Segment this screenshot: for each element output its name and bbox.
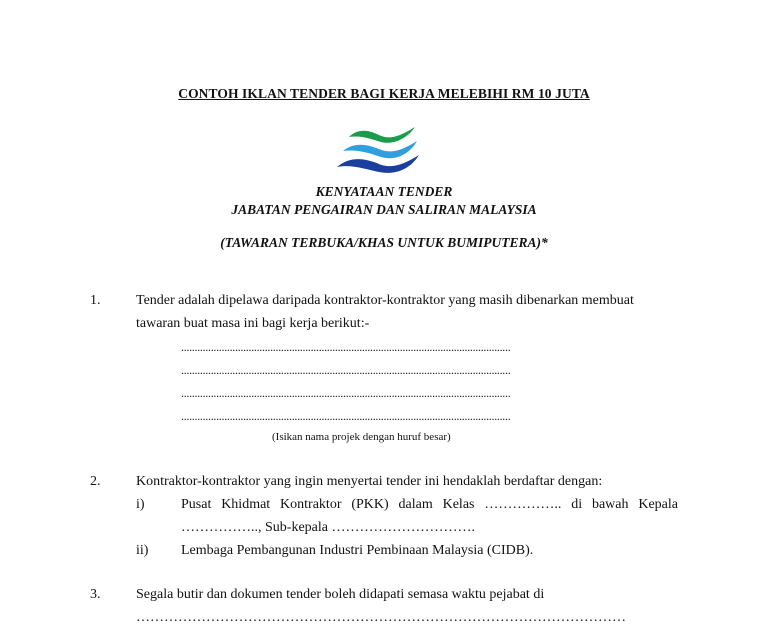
- project-name-blank-3: ..........................................................................................................................: [181, 386, 511, 400]
- section-1-line-1: Tender adalah dipelawa daripada kontraktor-kontraktor yang masih dibenarkan membuat: [136, 293, 634, 308]
- project-name-blank-1: ..........................................................................................................................: [181, 340, 511, 354]
- section-2-item-1-line-1: Pusat Khidmat Kontraktor (PKK) dalam Kelas …………….. di bawah Kepala: [181, 497, 678, 512]
- logo-wave-green: [349, 127, 415, 143]
- section-2-item-2-text: Lembaga Pembangunan Industri Pembinaan Malaysia (CIDB).: [181, 543, 534, 558]
- project-name-blank-2: ..........................................................................................................................: [181, 363, 511, 377]
- section-2-item-1-line-2: …………….., Sub-kepala ………………………….: [181, 520, 475, 535]
- section-2-item-2-label: ii): [136, 543, 149, 558]
- logo-wave-light-blue: [343, 141, 417, 158]
- page-title: CONTOH IKLAN TENDER BAGI KERJA MELEBIHI RM 10 JUTA: [178, 86, 590, 101]
- section-2-item-1-label: i): [136, 497, 145, 512]
- section-3-number: 3.: [90, 587, 101, 602]
- logo-wave-dark-blue: [337, 155, 419, 173]
- section-1-number: 1.: [90, 293, 101, 308]
- project-name-caption: (Isikan nama projek dengan huruf besar): [272, 431, 451, 443]
- section-3-address-blank: ……………………………………………………………………………………………: [136, 610, 626, 625]
- project-name-blank-4: ..........................................................................................................................: [181, 409, 511, 423]
- section-2-intro: Kontraktor-kontraktor yang ingin menyertai tender ini hendaklah berdaftar dengan:: [136, 474, 603, 489]
- section-2-number: 2.: [90, 474, 101, 489]
- tender-type: (TAWARAN TERBUKA/KHAS UNTUK BUMIPUTERA)*: [220, 235, 548, 250]
- notice-title: KENYATAAN TENDER: [315, 184, 453, 199]
- department-name: JABATAN PENGAIRAN DAN SALIRAN MALAYSIA: [231, 202, 537, 217]
- section-1-line-2: tawaran buat masa ini bagi kerja berikut:-: [136, 316, 370, 331]
- jps-wave-logo-icon: [333, 123, 423, 175]
- section-3-line-1: Segala butir dan dokumen tender boleh didapati semasa waktu pejabat di: [136, 587, 545, 602]
